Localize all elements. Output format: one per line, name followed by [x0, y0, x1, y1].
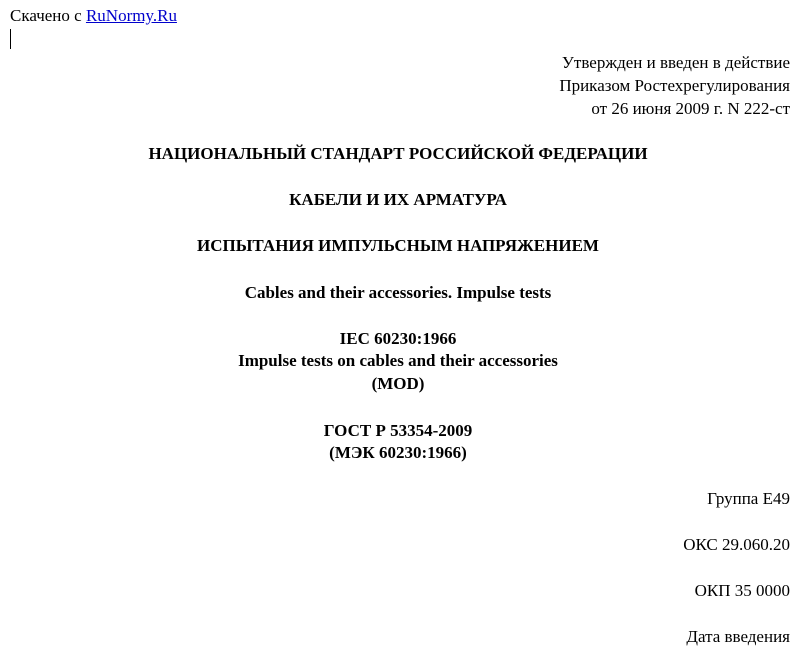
- approval-line-2: Приказом Ростехрегулирования: [559, 76, 790, 95]
- iec-code: IEC 60230:1966: [339, 329, 457, 348]
- iec-mod: (MOD): [371, 374, 425, 393]
- iec-title: Impulse tests on cables and their accessories: [238, 351, 558, 370]
- oks-classification: ОКС 29.060.20: [683, 535, 790, 554]
- source-prefix: Скачено с: [10, 6, 86, 25]
- approval-line-3: от 26 июня 2009 г. N 222-ст: [591, 99, 790, 118]
- text-cursor: [10, 29, 11, 49]
- title-en: Cables and their accessories. Impulse tests: [244, 283, 552, 302]
- title-ru-line-2: ИСПЫТАНИЯ ИМПУЛЬСНЫМ НАПРЯЖЕНИЕМ: [197, 236, 599, 255]
- standard-type-heading: НАЦИОНАЛЬНЫЙ СТАНДАРТ РОССИЙСКОЙ ФЕДЕРАЦИИ: [148, 144, 648, 163]
- group-classification: Группа Е49: [707, 489, 790, 508]
- approval-line-1: Утвержден и введен в действие: [561, 53, 790, 72]
- mek-code: (МЭК 60230:1966): [329, 443, 467, 462]
- okp-classification: ОКП 35 0000: [694, 581, 790, 600]
- approval-block: [559, 51, 790, 120]
- title-ru-line-1: КАБЕЛИ И ИХ АРМАТУРА: [289, 190, 507, 209]
- gost-code: ГОСТ Р 53354-2009: [323, 421, 473, 440]
- source-line: [10, 5, 177, 27]
- intro-date-label: Дата введения: [686, 627, 790, 646]
- runormy-link[interactable]: RuNormy.Ru: [85, 6, 177, 25]
